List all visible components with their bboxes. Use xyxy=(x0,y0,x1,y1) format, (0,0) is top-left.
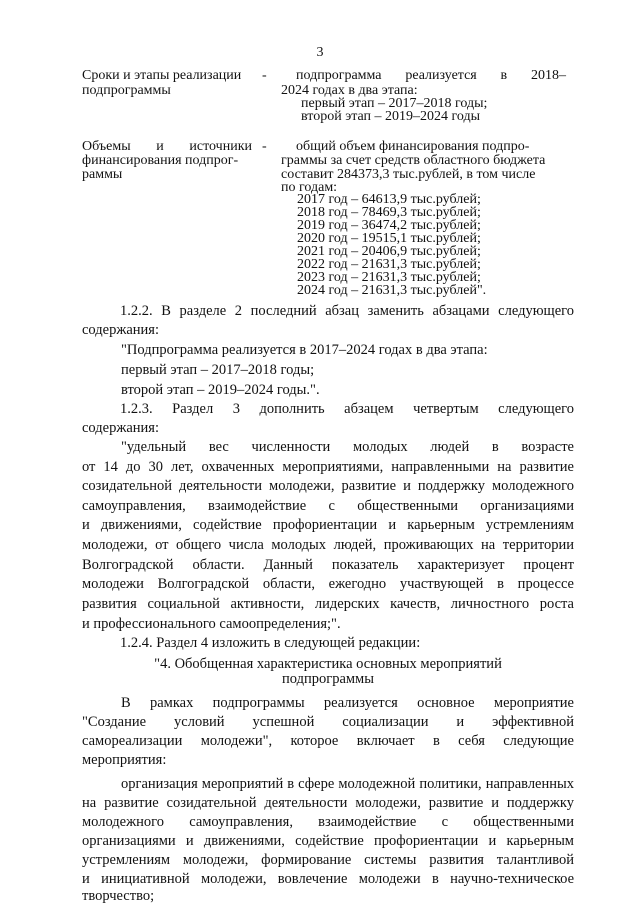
year-amount-2020: 2020 год – 19515,1 тыс.рублей; xyxy=(297,231,481,246)
paragraph-framework-line-2: "Создание условий успешной социализации и эффективной xyxy=(82,714,574,730)
year-amount-2023: 2023 год – 21631,3 тыс.рублей; xyxy=(297,270,481,285)
row1-value-line-2: 2024 годах в два этапа: xyxy=(281,83,418,98)
row2-value-line-1: общий объем финансирования подпро- xyxy=(296,139,530,154)
paragraph-1-2-2-line-1: 1.2.2. В разделе 2 последний абзац заменить абзацами следующего xyxy=(120,303,574,319)
row1-label-line-2: подпрограммы xyxy=(82,83,171,98)
quote2-line-1: "удельный вес численности молодых людей в возрасте xyxy=(121,439,574,455)
row1-value-line-4: второй этап – 2019–2024 годы xyxy=(301,109,481,124)
quote1-line-3: второй этап – 2019–2024 годы.". xyxy=(121,382,320,398)
paragraph-framework-line-1: В рамках подпрограммы реализуется основное мероприятие xyxy=(121,695,574,711)
quote1-line-1: "Подпрограмма реализуется в 2017–2024 годах в два этапа: xyxy=(121,342,488,358)
quote2-line-9: развития социальной активности, лидерских качеств, личностного роста xyxy=(82,596,574,612)
quote2-line-4: самоуправления, взаимодействие с общественными организациями xyxy=(82,498,574,514)
year-amount-2019: 2019 год – 36474,2 тыс.рублей; xyxy=(297,218,481,233)
paragraph-organization-line-4: организациями и движениями, содействие профориентации и карьерным xyxy=(82,833,574,849)
quote2-line-2: от 14 до 30 лет, охваченных мероприятиями, направленными на развитие xyxy=(82,459,574,475)
paragraph-framework-line-4: мероприятия: xyxy=(82,752,167,768)
page-number: 3 xyxy=(316,45,324,60)
row1-dash: - xyxy=(262,68,267,83)
row2-value-line-2: граммы за счет средств областного бюджета xyxy=(281,153,546,168)
paragraph-organization-line-6: и инициативной молодежи, вовлечение молодежи в научно-техническое xyxy=(82,871,574,887)
paragraph-organization-line-1: организация мероприятий в сфере молодежной политики, направленных xyxy=(121,776,574,792)
paragraph-organization-line-5: устремлениям молодежи, формирование системы развития талантливой xyxy=(82,852,574,868)
paragraph-organization-line-7: творчество; xyxy=(82,888,155,904)
quote2-line-3: созидательной деятельности молодежи, развитие и поддержку молодежного xyxy=(82,478,574,494)
paragraph-1-2-4: 1.2.4. Раздел 4 изложить в следующей редакции: xyxy=(120,635,421,651)
year-amount-2024: 2024 год – 21631,3 тыс.рублей". xyxy=(297,283,487,298)
quote2-line-10: и профессионального самоопределения;". xyxy=(82,616,341,632)
row2-value-line-4: по годам: xyxy=(281,180,338,195)
row2-label-line-2: финансирования подпрог- xyxy=(82,153,239,168)
paragraph-organization-line-3: молодежного самоуправления, взаимодействие с общественными xyxy=(82,814,574,830)
year-amount-2021: 2021 год – 20406,9 тыс.рублей; xyxy=(297,244,481,259)
quote2-line-5: и движениями, содействие профориентации и карьерным устремлениям xyxy=(82,517,574,533)
paragraph-1-2-3-line-2: содержания: xyxy=(82,420,160,436)
quote2-line-7: Волгоградской области. Данный показатель характеризует процент xyxy=(82,557,574,573)
quote2-line-6: молодежи, от общего числа молодых людей, проживающих на территории xyxy=(82,537,574,553)
year-amount-2022: 2022 год – 21631,3 тыс.рублей; xyxy=(297,257,481,272)
row2-dash: - xyxy=(262,139,267,154)
quote2-line-8: молодежи Волгоградской области, ежегодно участвующей в процессе xyxy=(82,576,574,592)
quote1-line-2: первый этап – 2017–2018 годы; xyxy=(121,362,315,378)
paragraph-1-2-3-line-1: 1.2.3. Раздел 3 дополнить абзацем четвертым следующего xyxy=(120,401,574,417)
paragraph-organization-line-2: на развитие созидательной деятельности молодежи, развитие и поддержку xyxy=(82,795,574,811)
paragraph-framework-line-3: самореализации молодежи", которое включает в себя следующие xyxy=(82,733,574,749)
section-heading-line-1: "4. Обобщенная характеристика основных мероприятий xyxy=(154,656,502,672)
row1-value-line-1: подпрограмма реализуется в 2018– xyxy=(296,68,566,83)
paragraph-1-2-2-line-2: содержания: xyxy=(82,322,160,338)
row1-value-line-3: первый этап – 2017–2018 годы; xyxy=(301,96,488,111)
row2-label-line-3: раммы xyxy=(82,167,123,182)
year-amount-2018: 2018 год – 78469,3 тыс.рублей; xyxy=(297,205,481,220)
row2-value-line-3: составит 284373,3 тыс.рублей, в том числе xyxy=(281,167,536,182)
year-amount-2017: 2017 год – 64613,9 тыс.рублей; xyxy=(297,192,481,207)
row2-label-line-1: Объемы и источники xyxy=(82,139,252,154)
row1-label-line-1: Сроки и этапы реализации xyxy=(82,68,242,83)
section-heading-line-2: подпрограммы xyxy=(282,671,374,687)
